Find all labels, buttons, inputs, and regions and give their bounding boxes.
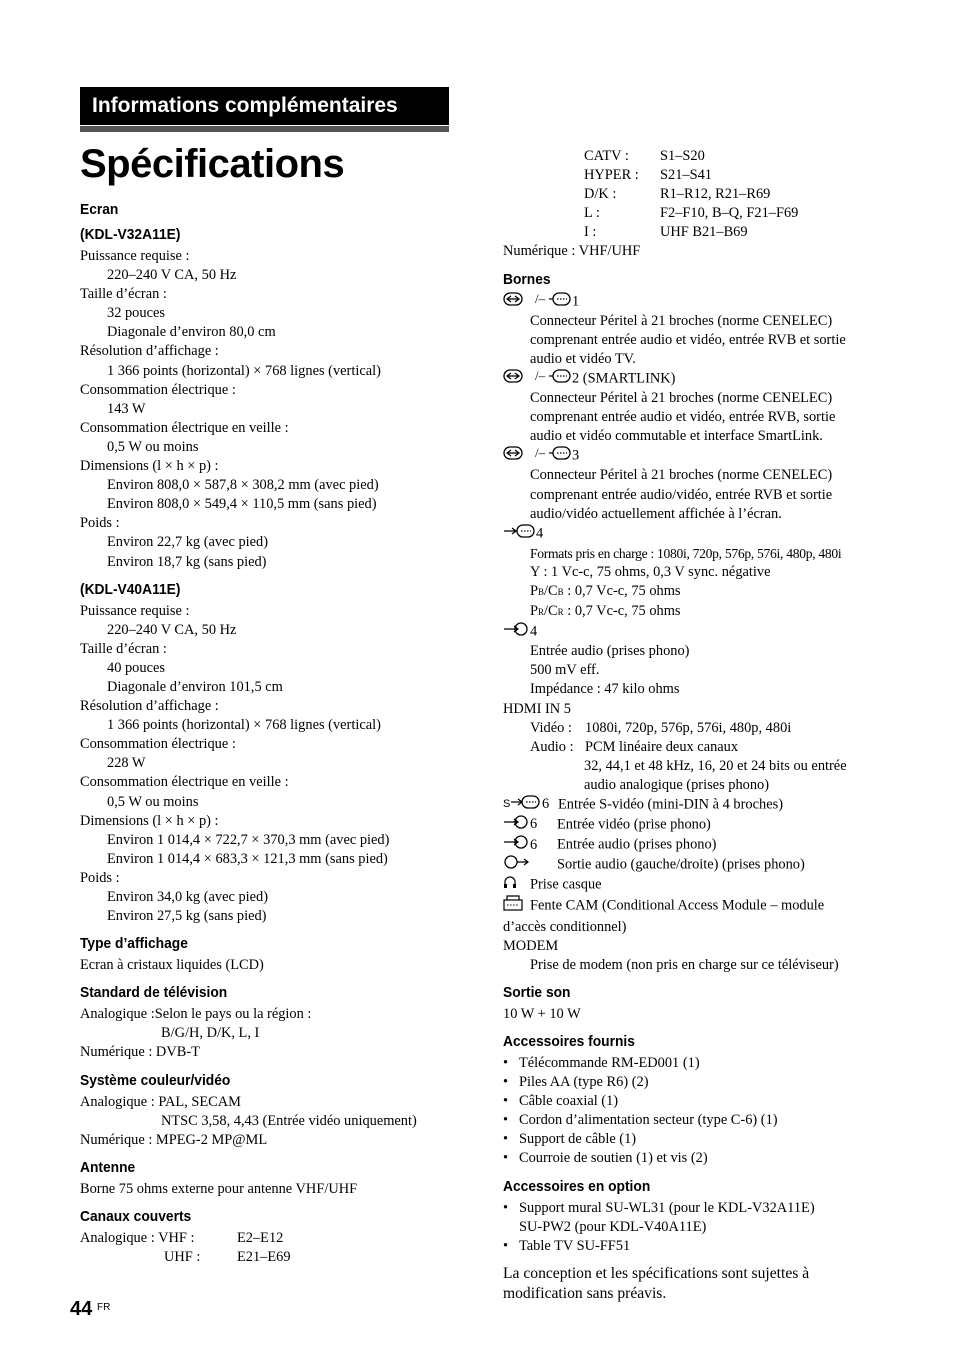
banner-underline [80, 126, 449, 132]
terminal-desc: comprenant entrée audio et vidéo, entrée RVB et sortie [530, 331, 846, 348]
page-number: 44 [70, 1298, 93, 1320]
canaux-row [503, 223, 883, 242]
list-item: • Table TV SU-FF51 [503, 1237, 883, 1256]
closing-note [503, 1264, 883, 1304]
specs-kdl-v32 [80, 247, 480, 572]
hdmi-video-key: Vidéo : [530, 719, 572, 736]
spec-label: Taille d’écran : [80, 640, 167, 657]
component-video-icon [503, 524, 535, 544]
spec-label: Résolution d’affichage : [80, 698, 219, 715]
svg-text:/–: /– [535, 446, 546, 461]
heading-bornes: Bornes [503, 270, 551, 288]
spec-label: Résolution d’affichage : [80, 343, 219, 360]
spec-value: Environ 18,7 kg (sans pied) [107, 553, 267, 570]
terminal-desc: Entrée audio (prises phono) [530, 643, 690, 660]
right-column [503, 147, 883, 1304]
heading-accessoires-fournis: Accessoires fournis [503, 1032, 635, 1050]
standard-systems: B/G/H, D/K, L, I [161, 1025, 260, 1042]
modem-label: MODEM [503, 937, 559, 954]
canaux-row [503, 166, 883, 185]
sortie-text: 10 W + 10 W [503, 1005, 581, 1022]
note-line: modification sans préavis. [503, 1284, 667, 1302]
svg-text:/–: /– [535, 291, 546, 306]
terminal-s6 [503, 795, 883, 815]
terminal-desc: Fente CAM (Conditional Access Module – module [530, 897, 825, 914]
cam-slot-icon [503, 895, 529, 917]
list-item: • Support mural SU-WL31 (pour le KDL-V32A11E) [503, 1199, 883, 1218]
canaux-key: CATV : [584, 148, 629, 164]
canaux-value: UHF B21–B69 [660, 224, 748, 241]
list-item: • Cordon d’alimentation secteur (type C-6) (1) [503, 1111, 883, 1130]
canaux-value: E2–E12 [237, 1229, 284, 1246]
terminal-desc: Entrée S-vidéo (mini-DIN à 4 broches) [558, 796, 783, 813]
terminal-label: 6 [530, 836, 538, 853]
canaux-row [80, 1248, 480, 1267]
spec-value: 220–240 V CA, 50 Hz [107, 267, 237, 284]
s-video-icon [503, 795, 541, 815]
hdmi-audio-key: Audio : [530, 738, 574, 755]
spec-value: 0,5 W ou moins [107, 438, 199, 455]
audio-out-icon [503, 855, 556, 875]
terminal-formats: Formats pris en charge : 1080i, 720p, 576p, 576i, 480p, 480i [530, 545, 842, 561]
terminal-desc: Prise casque [530, 876, 602, 893]
terminal-3 [503, 446, 883, 466]
terminal-desc: Sortie audio (gauche/droite) (prises phono) [557, 856, 805, 873]
couleur-analog: Analogique : PAL, SECAM [80, 1093, 241, 1110]
terminal-desc: comprenant entrée audio/vidéo, entrée RVB et sortie [530, 486, 833, 503]
heading-sortie-son: Sortie son [503, 983, 571, 1001]
terminal-desc: Connecteur Péritel à 21 broches (norme CENELEC) [530, 312, 833, 329]
canaux-value: F2–F10, B–Q, F21–F69 [660, 205, 799, 222]
hdmi-video [503, 719, 883, 738]
canaux-key: I : [584, 224, 597, 241]
list-item: • Câble coaxial (1) [503, 1092, 883, 1111]
terminal-pb-value: : 0,7 Vc-c, 75 ohms [567, 582, 681, 599]
page-language: FR [97, 1302, 111, 1313]
spec-label: Consommation électrique : [80, 381, 236, 398]
list-item: • Piles AA (type R6) (2) [503, 1073, 883, 1092]
page-title: Spécifications [80, 142, 345, 186]
list-item: • Télécommande RM-ED001 (1) [503, 1054, 883, 1073]
spec-value: Diagonale d’environ 80,0 cm [107, 324, 276, 341]
spec-label: Puissance requise : [80, 248, 190, 264]
svg-text:S: S [503, 798, 511, 809]
terminal-desc: Connecteur Péritel à 21 broches (norme CENELEC) [530, 390, 833, 407]
standard-analog-label: Analogique : [80, 1006, 155, 1023]
terminal-headphone [503, 875, 883, 895]
terminal-pr-value: : 0,7 Vc-c, 75 ohms [567, 603, 681, 620]
heading-kdl-v32: (KDL-V32A11E) [80, 226, 181, 243]
list-item: • Courroie de soutien (1) et vis (2) [503, 1149, 883, 1168]
standard-digital: Numérique : DVB-T [80, 1044, 200, 1061]
standard-analog-value: Selon le pays ou la région : [154, 1006, 312, 1023]
heading-accessoires-option: Accessoires en option [503, 1177, 651, 1195]
terminal-desc: d’accès conditionnel) [503, 918, 627, 935]
heading-systeme-couleur: Système couleur/vidéo [80, 1071, 231, 1089]
terminal-desc: audio et vidéo TV. [530, 350, 636, 367]
terminal-label: 6 [530, 816, 538, 833]
standard-line [80, 1005, 480, 1024]
spec-label: Consommation électrique : [80, 736, 236, 753]
terminal-desc: Impédance : 47 kilo ohms [530, 681, 680, 698]
terminal-label: 4 [536, 525, 544, 542]
terminal-2 [503, 369, 883, 389]
terminal-a6 [503, 835, 883, 855]
canaux-key: L : [584, 205, 600, 222]
terminal-desc: audio et vidéo commutable et interface SmartLink. [530, 428, 823, 445]
canaux-key: D/K : [584, 186, 617, 203]
terminal-pb: PB/CB : 0,7 Vc-c, 75 ohms [530, 582, 681, 599]
spec-label: Dimensions (l × h × p) : [80, 812, 219, 829]
terminal-label: 6 [542, 796, 550, 813]
terminal-desc: Connecteur Péritel à 21 broches (norme CENELEC) [530, 467, 833, 484]
terminal-cam [503, 895, 883, 917]
spec-label: Poids : [80, 869, 120, 886]
note-line: La conception et les spécifications sont sujettes à [503, 1264, 810, 1282]
hdmi-audio-detail: audio analogique (prises phono) [584, 776, 770, 793]
modem-desc: Prise de modem (non pris en charge sur ce téléviseur) [530, 956, 839, 973]
heading-kdl-v40: (KDL-V40A11E) [80, 580, 181, 598]
terminal-pr: PR/CR : 0,7 Vc-c, 75 ohms [530, 603, 681, 620]
canaux-row [503, 204, 883, 223]
audio-in-icon [503, 835, 529, 855]
scart-inout-icon [503, 369, 571, 389]
terminal-4-component [503, 524, 883, 544]
hdmi-audio-detail: 32, 44,1 et 48 kHz, 16, 20 et 24 bits ou entrée [584, 757, 847, 774]
left-column [80, 200, 480, 1267]
canaux-key: HYPER : [584, 167, 639, 184]
spec-value: 32 pouces [107, 305, 165, 322]
spec-value: Environ 808,0 × 549,4 × 110,5 mm (sans pied) [107, 496, 377, 513]
spec-value: 1 366 points (horizontal) × 768 lignes (vertical) [107, 717, 381, 734]
spec-value: 143 W [107, 400, 146, 417]
terminal-4-audio [503, 622, 883, 642]
spec-label: Puissance requise : [80, 602, 190, 619]
canaux-key: UHF : [164, 1249, 201, 1266]
audio-in-icon [503, 622, 529, 642]
scart-inout-icon [503, 446, 571, 466]
canaux-value: S1–S20 [660, 148, 705, 164]
terminal-desc: Entrée vidéo (prise phono) [557, 816, 711, 833]
terminal-label: 2 (SMARTLINK) [572, 370, 676, 387]
spec-label: Poids : [80, 515, 120, 532]
spec-value: Environ 1 014,4 × 722,7 × 370,3 mm (avec pied) [107, 831, 390, 848]
terminal-out [503, 855, 883, 875]
spec-value: 1 366 points (horizontal) × 768 lignes (vertical) [107, 362, 381, 379]
heading-type-affichage: Type d’affichage [80, 935, 188, 953]
hdmi-audio-value: PCM linéaire deux canaux [585, 738, 739, 755]
terminal-label: 1 [572, 292, 580, 309]
spec-value: 0,5 W ou moins [107, 793, 199, 810]
terminal-v6 [503, 815, 883, 835]
affichage-text: Ecran à cristaux liquides (LCD) [80, 957, 264, 974]
spec-value: 228 W [107, 755, 146, 772]
list-item-continued: SU-PW2 (pour KDL-V40A11E) [519, 1218, 707, 1235]
terminal-label: 4 [530, 623, 538, 640]
terminal-desc: 500 mV eff. [530, 662, 600, 679]
spec-value: Environ 1 014,4 × 683,3 × 121,3 mm (sans pied) [107, 850, 388, 867]
canaux-value: R1–R12, R21–R69 [660, 186, 771, 203]
specs-kdl-v40 [80, 602, 480, 927]
spec-label: Taille d’écran : [80, 286, 167, 303]
terminal-1 [503, 292, 883, 312]
canaux-value: S21–S41 [660, 167, 712, 184]
couleur-ntsc: NTSC 3,58, 4,43 (Entrée vidéo uniquement) [161, 1112, 417, 1129]
canaux-row [80, 1229, 480, 1248]
spec-value: Environ 27,5 kg (sans pied) [107, 908, 267, 925]
list-item: • Support de câble (1) [503, 1130, 883, 1149]
terminal-desc: Entrée audio (prises phono) [557, 836, 717, 853]
heading-ecran: Ecran [80, 201, 119, 218]
section-banner: Informations complémentaires [80, 87, 449, 125]
spec-label: Consommation électrique en veille : [80, 774, 289, 791]
hdmi-label: HDMI IN 5 [503, 700, 571, 717]
canaux-key: Analogique : VHF : [80, 1229, 195, 1246]
spec-value: Diagonale d’environ 101,5 cm [107, 678, 283, 695]
scart-inout-icon [503, 292, 571, 312]
video-in-icon [503, 815, 529, 835]
terminal-label: 3 [572, 447, 580, 464]
spec-label: Consommation électrique en veille : [80, 419, 289, 436]
canaux-numerique: Numérique : VHF/UHF [503, 243, 641, 260]
spec-value: Environ 808,0 × 587,8 × 308,2 mm (avec pied) [107, 477, 379, 494]
spec-value: 220–240 V CA, 50 Hz [107, 621, 237, 638]
terminal-desc: comprenant entrée audio et vidéo, entrée RVB, sortie [530, 409, 836, 426]
headphone-icon [503, 875, 529, 895]
terminal-desc: audio/vidéo actuellement affichée à l’écran. [530, 505, 782, 522]
terminal-y: Y : 1 Vc-c, 75 ohms, 0,3 V sync. négative [530, 563, 771, 580]
canaux-row [503, 185, 883, 204]
antenne-text: Borne 75 ohms externe pour antenne VHF/UHF [80, 1180, 358, 1197]
spec-value: 40 pouces [107, 659, 165, 676]
spec-value: Environ 22,7 kg (avec pied) [107, 534, 269, 551]
heading-antenne: Antenne [80, 1158, 136, 1176]
hdmi-video-value: 1080i, 720p, 576p, 576i, 480p, 480i [585, 719, 792, 736]
heading-standard-tv: Standard de télévision [80, 984, 228, 1002]
couleur-digital: Numérique : MPEG-2 MP@ML [80, 1131, 268, 1148]
spec-value: Environ 34,0 kg (avec pied) [107, 889, 269, 905]
spec-label: Dimensions (l × h × p) : [80, 458, 219, 475]
svg-text:/–: /– [535, 368, 546, 383]
heading-canaux: Canaux couverts [80, 1207, 192, 1225]
hdmi-audio [503, 738, 883, 757]
canaux-value: E21–E69 [237, 1249, 291, 1266]
canaux-row [503, 147, 883, 166]
